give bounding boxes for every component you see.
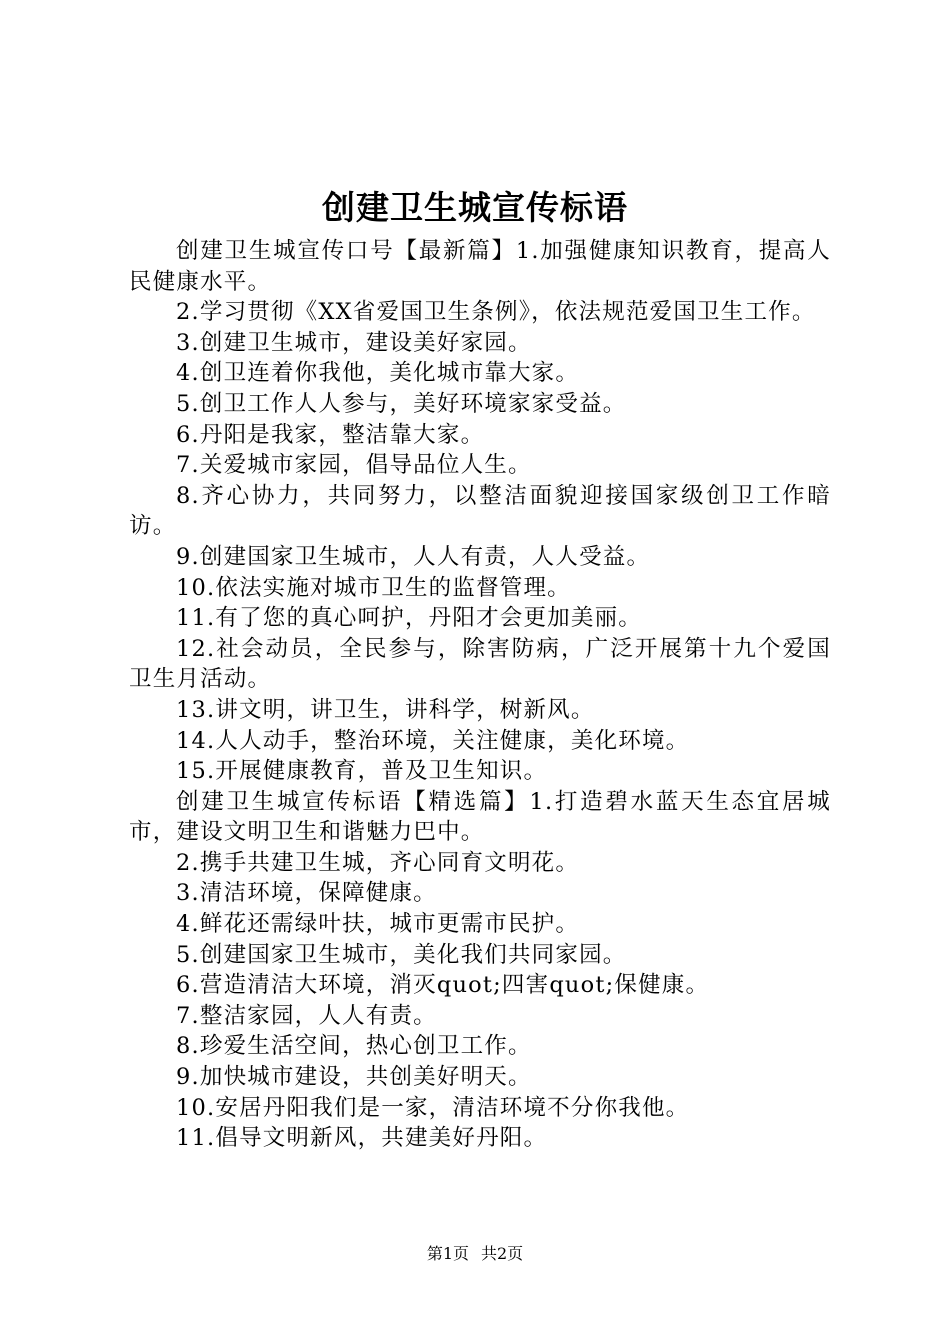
paragraph: 2.携手共建卫生城，齐心同育文明花。 xyxy=(176,849,580,876)
page-number: 第1页 xyxy=(426,1244,469,1263)
paragraph: 4.创卫连着你我他，美化城市靠大家。 xyxy=(176,360,580,387)
paragraph: 6.营造清洁大环境，消灭quot;四害quot;保健康。 xyxy=(176,972,710,999)
paragraph: 3.清洁环境，保障健康。 xyxy=(176,880,437,907)
paragraph: 5.创建国家卫生城市，美化我们共同家园。 xyxy=(176,941,627,968)
page-total: 共2页 xyxy=(481,1244,524,1263)
paragraph: 10.安居丹阳我们是一家，清洁环境不分你我他。 xyxy=(176,1094,690,1121)
paragraph: 创建卫生城宣传标语【精选篇】1.打造碧水蓝天生态宜居城市，建设文明卫生和谐魅力巴中。 xyxy=(129,788,831,846)
paragraph: 8.齐心协力，共同努力，以整洁面貌迎接国家级创卫工作暗访。 xyxy=(129,482,831,540)
paragraph: 创建卫生城宣传口号【最新篇】1.加强健康知识教育，提高人民健康水平。 xyxy=(129,238,831,295)
paragraph: 9.加快城市建设，共创美好明天。 xyxy=(176,1064,532,1091)
paragraph: 14.人人动手，整治环境，关注健康，美化环境。 xyxy=(176,727,690,754)
document-title: 创建卫生城宣传标语 xyxy=(322,188,628,227)
paragraph: 4.鲜花还需绿叶扶，城市更需市民护。 xyxy=(176,911,580,938)
paragraph: 9.创建国家卫生城市，人人有责，人人受益。 xyxy=(176,543,651,570)
paragraph: 3.创建卫生城市，建设美好家园。 xyxy=(176,329,532,356)
paragraph: 11.有了您的真心呵护，丹阳才会更加美丽。 xyxy=(176,605,642,632)
paragraph: 8.珍爱生活空间，热心创卫工作。 xyxy=(176,1033,532,1060)
paragraph: 5.创卫工作人人参与，美好环境家家受益。 xyxy=(176,390,627,417)
document-body xyxy=(129,236,831,1154)
paragraph: 7.关爱城市家园，倡导品位人生。 xyxy=(176,452,532,479)
paragraph: 2.学习贯彻《XX省爱国卫生条例》，依法规范爱国卫生工作。 xyxy=(176,299,816,326)
paragraph: 7.整洁家园，人人有责。 xyxy=(176,1002,437,1029)
paragraph: 13.讲文明，讲卫生，讲科学，树新风。 xyxy=(176,696,595,723)
paragraph: 6.丹阳是我家，整洁靠大家。 xyxy=(176,421,485,448)
paragraph: 11.倡导文明新风，共建美好丹阳。 xyxy=(176,1125,548,1152)
page-footer xyxy=(0,1243,950,1265)
paragraph: 15.开展健康教育，普及卫生知识。 xyxy=(176,758,548,785)
paragraph: 10.依法实施对城市卫生的监督管理。 xyxy=(176,574,571,601)
paragraph: 12.社会动员，全民参与，除害防病，广泛开展第十九个爱国卫生月活动。 xyxy=(129,635,831,693)
